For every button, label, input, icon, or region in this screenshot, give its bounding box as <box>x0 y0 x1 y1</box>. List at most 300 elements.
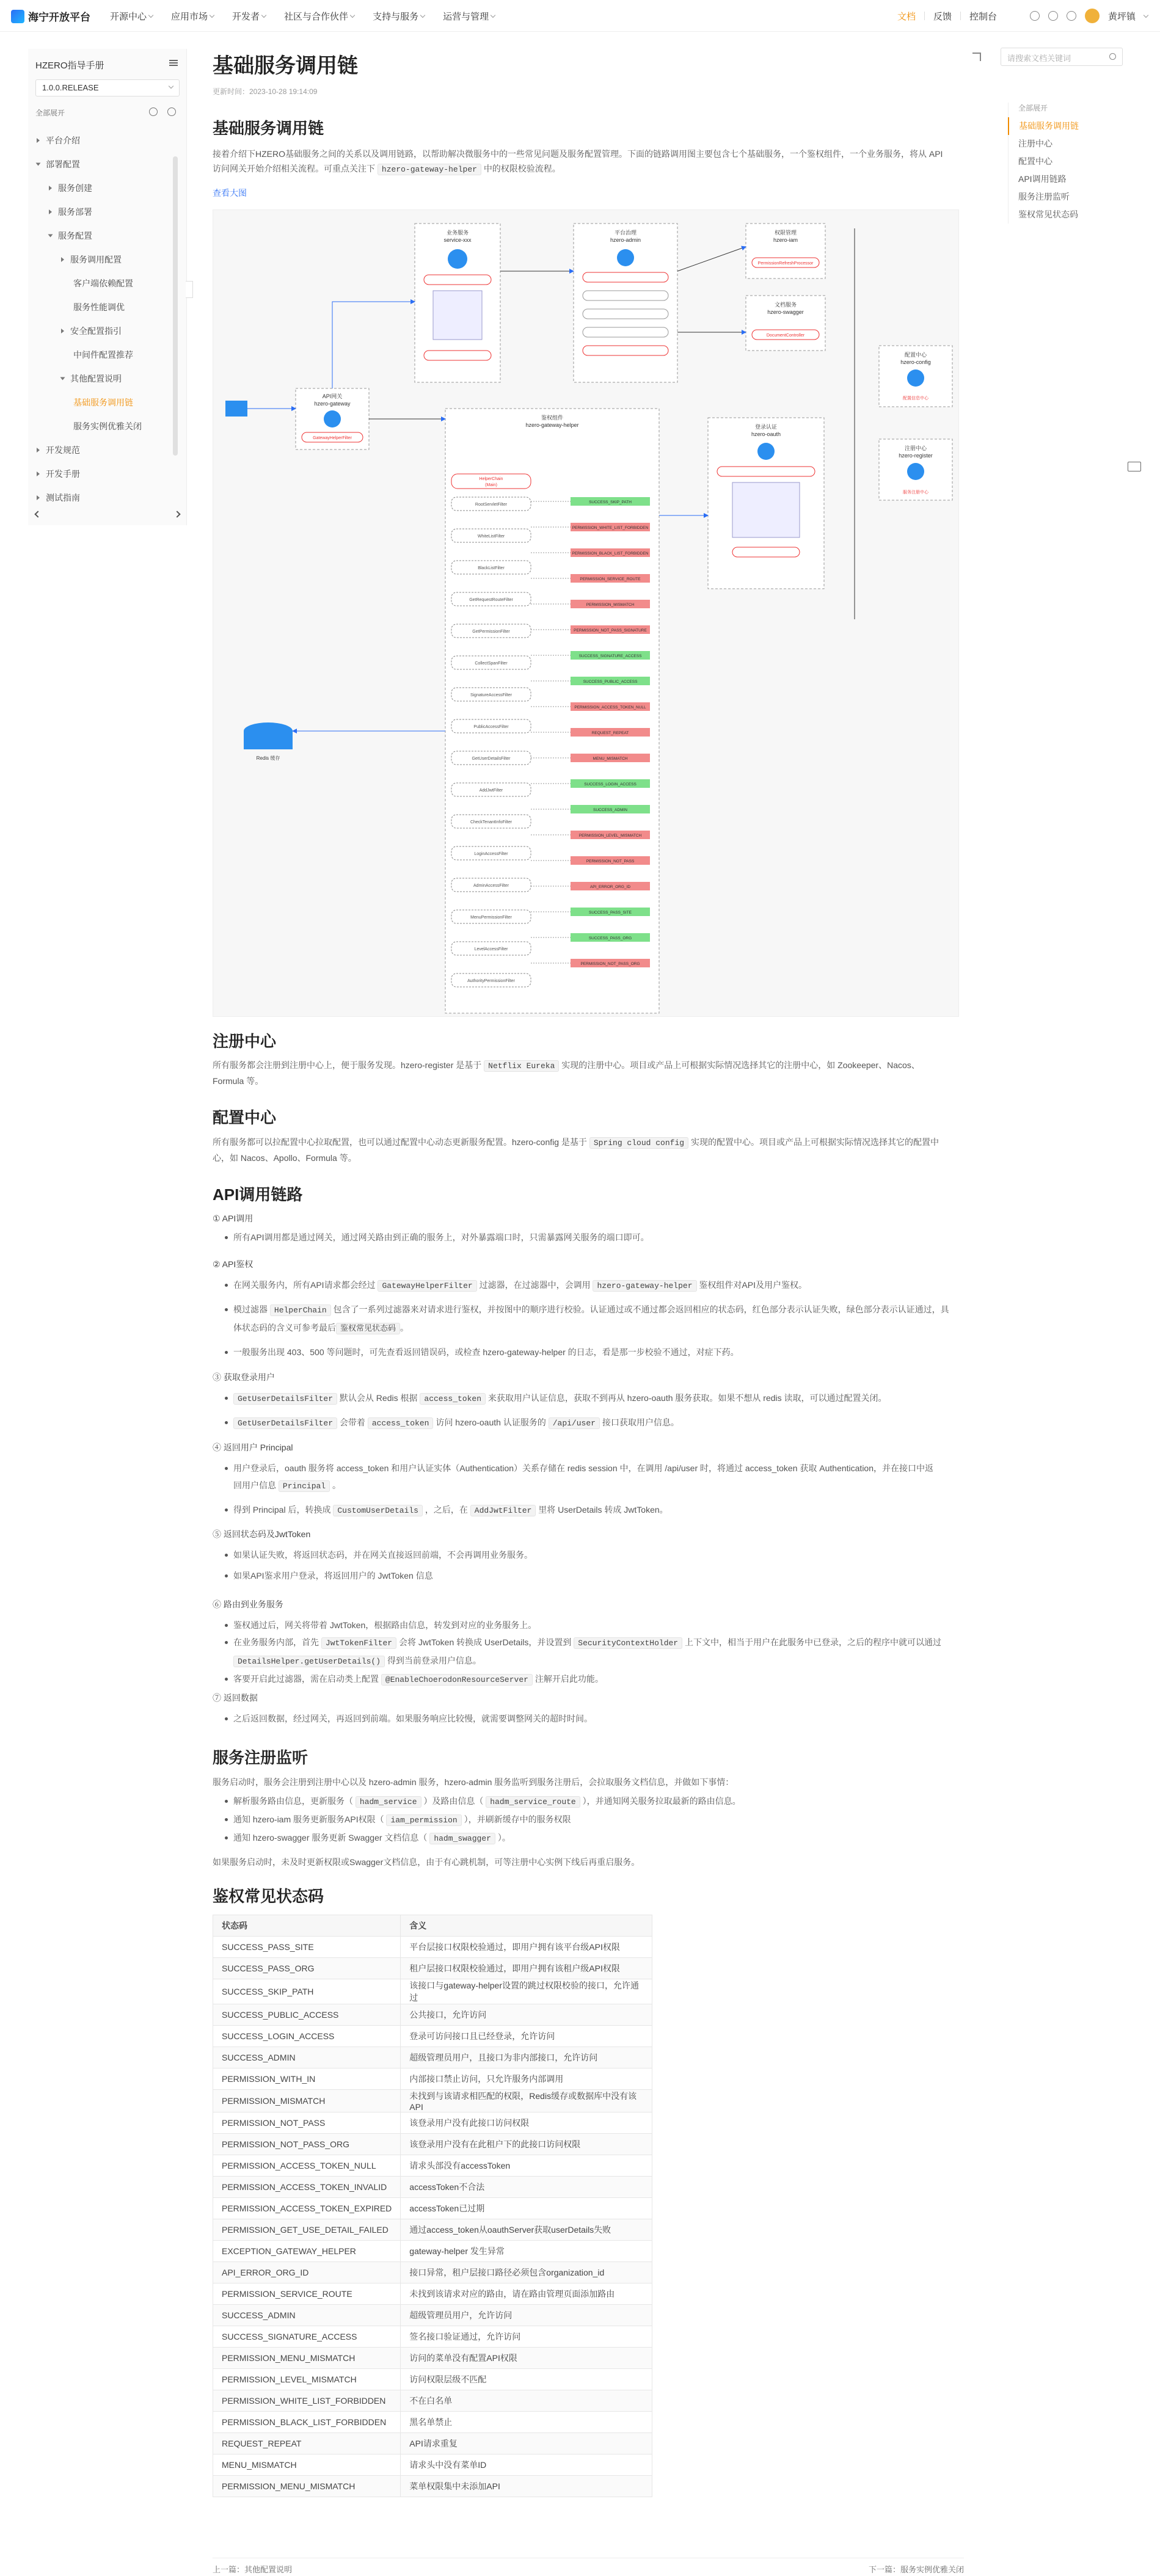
sidebar-item[interactable] <box>28 486 186 509</box>
sidebar-item[interactable] <box>28 200 186 224</box>
helper-head-sub: (Main) <box>485 483 497 487</box>
config-tag: 配置信息中心 <box>903 396 928 401</box>
caret-icon[interactable] <box>49 209 52 214</box>
collapse-all-button[interactable] <box>35 107 65 118</box>
table-row <box>213 2433 652 2454</box>
config-paragraph <box>213 1135 958 1165</box>
list-item: 一般服务出现 403、500 等问题时，可先查看返回错误码，或检查 hzero-gateway-helper 的日志，看是那一步校验不通过，对症下药。 <box>225 1344 958 1361</box>
text: ），并通知网关服务拉取最新的路由信息。 <box>582 1796 741 1806</box>
status-code-cell: SUCCESS_SIGNATURE_ACCESS <box>213 2326 401 2348</box>
status-code-label: SUCCESS_ADMIN <box>593 808 627 812</box>
list-item: 所有API调用都是通过网关，通过网关路由到正确的服务上，对外暴露端口时，只需暴露网关服务的端口即可。 <box>225 1229 958 1246</box>
call-chain-diagram[interactable] <box>213 209 959 1017</box>
gateway-title: API网关 <box>322 393 343 399</box>
text: 上下文中，相当于用户在此服务中已登录，之后的程序中就可以通过 <box>685 1637 941 1647</box>
caret-icon[interactable] <box>37 471 40 476</box>
filter-label: GetPermissionFilter <box>472 630 510 634</box>
text: 鉴权组件对API及用户鉴权。 <box>699 1280 807 1290</box>
text: 体状态码的含义可参考最后 <box>233 1323 336 1333</box>
updated-time: 更新时间：2023-10-28 19:14:09 <box>213 87 318 96</box>
chevron-down-icon <box>350 12 355 17</box>
main-content <box>213 49 964 2574</box>
api-step-2-list <box>225 1276 958 1361</box>
meaning-cell: gateway-helper 发生异常 <box>401 2241 652 2262</box>
meaning-cell: 通过access_token从oauthServer获取userDetails失败 <box>401 2219 652 2241</box>
config-title: 配置中心 <box>904 352 927 358</box>
nav-label: 开源中心 <box>110 11 147 22</box>
locate-icon[interactable] <box>149 107 158 116</box>
filter-label: LoginAccessFilter <box>474 852 508 856</box>
chain-paragraph-1: 接着介绍下HZERO基础服务之间的关系以及调用链路，以帮助解决微服务中的一些常见问题及服务配置管理。下面的链路调用图主要包含七个基础服务，一个鉴权组件，一个业务服务，将从 API <box>213 149 943 159</box>
console-link[interactable]: 控制台 <box>969 11 997 22</box>
filter-label: WhiteListFilter <box>477 534 505 539</box>
next-page-link[interactable]: 下一篇：服务实例优雅关闭 <box>868 2565 964 2574</box>
gear-icon <box>617 249 634 266</box>
docs-link[interactable]: 文档 <box>897 11 916 22</box>
status-code-label: SUCCESS_SIGNATURE_ACCESS <box>578 654 642 658</box>
table-row <box>213 2305 652 2326</box>
table-row <box>213 2476 652 2497</box>
table-row <box>213 2326 652 2348</box>
table-row <box>213 2026 652 2047</box>
status-code-label: SUCCESS_PASS_ORG <box>588 936 632 941</box>
text: 在网关服务内，所有API请求都会经过 <box>233 1280 376 1290</box>
api-step-5-list <box>225 1546 958 1584</box>
text: 通知 hzero-iam 服务更新服务API权限（ <box>233 1814 384 1824</box>
toc-item[interactable]: 配置中心 <box>1018 156 1052 166</box>
caret-icon[interactable] <box>61 329 64 333</box>
status-code-cell: PERMISSION_WHITE_LIST_FORBIDDEN <box>213 2390 401 2412</box>
biz-title: 业务服务 <box>446 230 469 236</box>
text: 所有服务都可以拉配置中心拉取配置，也可以通过配置中心动态更新服务配置。hzero-config 是基于 <box>213 1137 587 1147</box>
nav-right <box>897 0 1148 32</box>
status-code-cell: PERMISSION_MISMATCH <box>213 2090 401 2112</box>
nav-item-open-source[interactable] <box>110 10 153 23</box>
api-step-4-list <box>225 1460 958 1519</box>
chevron-down-icon[interactable] <box>1144 12 1148 17</box>
sidebar-item-label: 开发规范 <box>46 445 80 455</box>
status-code-label: MENU_MISMATCH <box>593 757 628 761</box>
expand-icon[interactable] <box>972 53 981 61</box>
gear-icon <box>324 410 341 428</box>
helper-head: HelperChain <box>479 477 503 481</box>
monitor-intro: 服务启动时，服务会注册到注册中心以及 hzero-admin 服务，hzero-admin 服务监听到服务注册后，会拉取服务文档信息，并做如下事情： <box>213 1777 734 1787</box>
feedback-link[interactable]: 反馈 <box>933 11 952 22</box>
arrow <box>332 302 415 388</box>
table-row <box>213 1979 652 2004</box>
filter-label: GetUserDetailsFilter <box>472 757 511 761</box>
list-item: 如果API鉴求用户登录，将返回用户的 JwtToken 信息 <box>225 1567 958 1584</box>
meaning-cell: 访问权限层级不匹配 <box>401 2369 652 2390</box>
table-row <box>213 2134 652 2155</box>
register-title: 注册中心 <box>904 445 927 451</box>
list-item <box>225 1829 958 1847</box>
sidebar-item-label: 客户端依赖配置 <box>73 278 133 288</box>
table-row <box>213 2283 652 2305</box>
text: 心，如 Nacos、Apollo、Formula 等。 <box>213 1153 357 1163</box>
admin-box <box>574 224 677 382</box>
meaning-cell: 登录可访问接口且已经登录，允许访问 <box>401 2026 652 2047</box>
sidebar-title: HZERO指导手册 <box>35 60 104 71</box>
text: ）及路由信息（ <box>423 1796 484 1806</box>
table-row <box>213 2177 652 2198</box>
toc-expand-all[interactable]: 全部展开 <box>1018 104 1048 112</box>
text: 所有服务都会注册到注册中心上，便于服务发现。hzero-register 是基于 <box>213 1060 482 1070</box>
nav-item-ops[interactable] <box>443 10 495 23</box>
nav-label: 开发者 <box>232 11 260 22</box>
status-code-cell: REQUEST_REPEAT <box>213 2433 401 2454</box>
sidebar-item[interactable] <box>28 295 186 319</box>
nav-item-support[interactable] <box>373 10 425 23</box>
api-step-6-list <box>225 1617 958 1689</box>
swagger-name: hzero-swagger <box>767 309 804 315</box>
sidebar-hscroll <box>35 511 180 520</box>
logo-text: 海宁开放平台 <box>28 12 90 23</box>
api-step-2: ② API鉴权 <box>213 1259 254 1269</box>
nav-item-community[interactable] <box>284 10 354 23</box>
diagram-svg <box>213 210 960 1017</box>
sidebar-item[interactable] <box>28 366 186 390</box>
sidebar-item[interactable] <box>28 390 186 414</box>
status-code-cell: SUCCESS_ADMIN <box>213 2305 401 2326</box>
text: 。 <box>400 1323 409 1333</box>
gear-icon <box>448 249 467 269</box>
table-row <box>213 2219 652 2241</box>
monitor-list <box>225 1792 958 1847</box>
status-code-cell: API_ERROR_ORG_ID <box>213 2262 401 2283</box>
meaning-cell: 菜单权限集中未添加API <box>401 2476 652 2497</box>
text: 会将 JwtToken 转换成 UserDetails，并设置到 <box>399 1637 572 1647</box>
version-label: 1.0.0.RELEASE <box>42 83 99 92</box>
search-icon[interactable] <box>1109 53 1116 60</box>
table-row <box>213 2412 652 2433</box>
list-item <box>225 1301 958 1337</box>
globe-icon[interactable] <box>1048 11 1058 21</box>
caret-icon[interactable] <box>36 162 41 166</box>
sidebar-item[interactable] <box>28 462 186 486</box>
logo[interactable] <box>11 9 90 24</box>
text: 来获取用户认证信息，获取不到再从 hzero-oauth 服务获取。如果不想从 redis 读取，可以通过配置关闭。 <box>487 1393 887 1403</box>
chevron-down-icon <box>148 12 153 17</box>
list-item: 如果认证失败，将返回状态码，并在网关直接返回前端，不会再调用业务服务。 <box>225 1546 958 1563</box>
api-step-3: ③ 获取登录用户 <box>213 1372 275 1382</box>
status-code-label: PERMISSION_SERVICE_ROUTE <box>580 577 641 581</box>
text: ）。 <box>497 1833 511 1843</box>
iam-name: hzero-iam <box>773 237 798 243</box>
text: 客要开启此过滤器，需在启动类上配置 <box>233 1674 379 1684</box>
toc-item[interactable]: 注册中心 <box>1018 139 1052 148</box>
helper-title: 鉴权组件 <box>541 415 564 421</box>
text: 模过滤器 <box>233 1304 268 1314</box>
filter-box <box>424 351 491 360</box>
sidebar-item-label: 其他配置说明 <box>70 373 122 384</box>
sidebar-item-label: 服务部署 <box>58 206 92 217</box>
table-row <box>213 1937 652 1958</box>
filter-label: AdminAccessFilter <box>473 884 509 888</box>
caret-icon[interactable] <box>37 138 40 143</box>
code: SecurityContextHolder <box>574 1637 682 1649</box>
sidebar-tools <box>35 106 180 120</box>
filter-box <box>424 275 491 285</box>
status-code-label: API_ERROR_ORG_ID <box>589 885 631 889</box>
text: 包含了一系列过滤器来对请求进行鉴权，并按图中的顺序进行校验。认证通过或不通过都会返回相应的状态码，红色部分表示认证失败，绿色部分表示认证通过，具 <box>333 1304 949 1314</box>
list-item: 之后返回数据，经过网关，再返回到前端。如果服务响应比较慢，就需要调整网关的超时时间。 <box>225 1710 958 1727</box>
text: 用户登录后，oauth 服务将 access_token 和用户认证实体（Authentication）关系存储在 redis session 中，在调用 /api/user 时，将通过 access_token 获取 Authentication，并在接口中返 <box>233 1463 934 1473</box>
sidebar-item-label: 服务调用配置 <box>70 254 122 264</box>
table-row <box>213 2262 652 2283</box>
status-code-cell: PERMISSION_MENU_MISMATCH <box>213 2476 401 2497</box>
chevron-down-icon <box>420 12 425 17</box>
nav-label: 社区与合作伙伴 <box>284 11 349 22</box>
status-code-cell: SUCCESS_ADMIN <box>213 2047 401 2068</box>
api-step-1-list <box>225 1229 958 1246</box>
table-header: 状态码 <box>213 1915 401 1937</box>
sidebar-item[interactable] <box>28 152 186 176</box>
arrow <box>677 247 746 271</box>
section-title-registry: 注册中心 <box>213 1032 277 1050</box>
caret-icon[interactable] <box>60 377 65 380</box>
status-code-cell: SUCCESS_PUBLIC_ACCESS <box>213 2004 401 2026</box>
sidebar-item-label: 安全配置指引 <box>70 326 122 336</box>
sidebar-item-label: 基础服务调用链 <box>73 397 133 407</box>
status-code-label: PERMISSION_BLACK_LIST_FORBIDDEN <box>572 551 649 556</box>
table-header-row <box>213 1915 652 1937</box>
menu-icon[interactable] <box>169 60 178 66</box>
list-item <box>225 1811 958 1829</box>
filter-label: LevelAccessFilter <box>474 947 508 951</box>
filter-group <box>732 482 800 537</box>
meaning-cell: accessToken不合法 <box>401 2177 652 2198</box>
code: JwtTokenFilter <box>321 1637 396 1649</box>
status-code-label: PERMISSION_ACCESS_TOKEN_NULL <box>574 705 646 710</box>
list-item <box>225 1414 958 1432</box>
sidebar-item-label: 中间件配置推荐 <box>73 349 133 360</box>
code: hzero-gateway-helper <box>593 1280 696 1292</box>
iam-filter: PermissionRefreshProcessor <box>757 261 814 266</box>
text: 会带着 <box>339 1417 365 1427</box>
text: 解析服务路由信息，更新服务（ <box>233 1796 353 1806</box>
meaning-cell: 未找到该请求对应的路由，请在路由管理页面添加路由 <box>401 2283 652 2305</box>
admin-title: 平台治理 <box>614 230 637 236</box>
table-row <box>213 2454 652 2476</box>
chevron-down-icon <box>169 84 173 89</box>
filter-box <box>717 467 815 476</box>
table-row <box>213 2369 652 2390</box>
status-code-label: PERMISSION_NOT_PASS <box>586 859 635 864</box>
oauth-title: 登录认证 <box>754 424 778 430</box>
code: Principal <box>279 1480 330 1492</box>
sidebar-item[interactable] <box>28 271 186 295</box>
code: @EnableChoerodonResourceServer <box>381 1674 533 1686</box>
table-row <box>213 2348 652 2369</box>
text: 访问网关开始介绍相关流程。可重点关注下 <box>213 164 375 173</box>
text: 通知 hzero-swagger 服务更新 Swagger 文档信息（ <box>233 1833 428 1843</box>
status-code-cell: PERMISSION_NOT_PASS_ORG <box>213 2134 401 2155</box>
chat-icon[interactable] <box>1128 462 1141 471</box>
search-icon[interactable] <box>1030 11 1040 21</box>
sidebar-item-label: 服务创建 <box>58 183 92 193</box>
sidebar-item[interactable] <box>28 438 186 462</box>
status-code-cell: PERMISSION_SERVICE_ROUTE <box>213 2283 401 2305</box>
sidebar-item-label: 开发手册 <box>46 468 80 479</box>
list-item <box>225 1792 958 1811</box>
nav-label: 支持与服务 <box>373 11 419 22</box>
toc-item[interactable]: 鉴权常见状态码 <box>1018 209 1078 219</box>
chain-paragraph-2 <box>213 161 958 177</box>
code: AddJwtFilter <box>470 1505 536 1516</box>
chevron-right-icon[interactable] <box>173 511 180 517</box>
settings-icon[interactable] <box>167 107 176 116</box>
text: 访问 hzero-oauth 认证服务的 <box>436 1417 546 1427</box>
status-code-cell: EXCEPTION_GATEWAY_HELPER <box>213 2241 401 2262</box>
bell-icon[interactable] <box>1067 11 1076 21</box>
sidebar-item[interactable] <box>28 414 186 438</box>
swagger-ctrl: DocumentController <box>766 333 805 338</box>
sidebar-item-label: 平台介绍 <box>46 135 80 145</box>
sidebar-toggle-button[interactable] <box>186 281 193 298</box>
filter-box <box>583 272 668 282</box>
table-row <box>213 2198 652 2219</box>
code: 鉴权常见状态码 <box>336 1323 400 1334</box>
nav-item-market[interactable] <box>171 10 214 23</box>
sidebar-item[interactable] <box>28 176 186 200</box>
filter-label: AddJwtFilter <box>479 788 503 793</box>
list-item: 鉴权通过后，网关将带着 JwtToken，根据路由信息，转发到对应的业务服务上。 <box>225 1617 958 1634</box>
sidebar-item[interactable] <box>28 224 186 247</box>
toc-item[interactable]: 基础服务调用链 <box>1008 117 1130 135</box>
caret-icon[interactable] <box>61 257 64 262</box>
chevron-left-icon[interactable] <box>34 511 41 517</box>
gear-icon <box>757 443 775 460</box>
scrollbar[interactable] <box>173 156 178 456</box>
divider <box>960 12 961 20</box>
section-title-monitor: 服务注册监听 <box>213 1748 308 1767</box>
top-nav <box>0 0 1160 32</box>
toc-item[interactable]: API调用链路 <box>1018 174 1067 184</box>
sidebar-item-label: 测试指南 <box>46 492 80 503</box>
status-code-label: PERMISSION_NOT_PASS_ORG <box>580 962 640 966</box>
search-placeholder: 请搜索文档关键词 <box>1007 54 1071 63</box>
table-row <box>213 2390 652 2412</box>
code: hadm_swagger <box>429 1833 495 1844</box>
footer-nav <box>213 2558 964 2576</box>
meaning-cell: 签名接口验证通过，允许访问 <box>401 2326 652 2348</box>
swagger-title: 文档服务 <box>774 302 797 308</box>
caret-icon[interactable] <box>37 448 40 453</box>
filter-box <box>583 291 668 300</box>
prev-page-link[interactable]: 上一篇：其他配置说明 <box>213 2565 293 2574</box>
caret-icon[interactable] <box>48 234 53 237</box>
status-code-cell: PERMISSION_LEVEL_MISMATCH <box>213 2369 401 2390</box>
meaning-cell: 接口异常，租户层接口路径必须包含organization_id <box>401 2262 652 2283</box>
gear-icon <box>907 463 924 480</box>
register-tag: 服务注册中心 <box>903 490 928 495</box>
code: GetUserDetailsFilter <box>233 1393 337 1405</box>
code: access_token <box>368 1417 434 1429</box>
status-code-label: PERMISSION_LEVEL_MISMATCH <box>578 834 642 838</box>
section-title-codes: 鉴权常见状态码 <box>213 1887 324 1905</box>
text: 得到当前登录用户信息。 <box>387 1656 481 1665</box>
divider <box>924 12 925 20</box>
list-item <box>225 1634 958 1670</box>
code: HelperChain <box>270 1304 331 1316</box>
avatar[interactable] <box>1085 9 1100 23</box>
meaning-cell: 该接口与gateway-helper设置的跳过权限校验的接口，允许通过 <box>401 1979 652 2004</box>
code: DetailsHelper.getUserDetails() <box>233 1656 385 1667</box>
meaning-cell: 不在白名单 <box>401 2390 652 2412</box>
filter-label: PublicAccessFilter <box>473 725 509 729</box>
view-big-image-link[interactable]: 查看大图 <box>213 188 247 198</box>
filter-label: CheckTenantInfoFilter <box>470 820 513 824</box>
text: 实现的配置中心。项目或产品上可根据实际情况选择其它的配置中 <box>690 1137 939 1147</box>
caret-icon[interactable] <box>37 495 40 500</box>
chevron-down-icon <box>210 12 214 17</box>
status-code-cell: PERMISSION_GET_USE_DETAIL_FAILED <box>213 2219 401 2241</box>
sidebar-item[interactable] <box>28 343 186 366</box>
list-item <box>225 1276 958 1295</box>
sidebar-list <box>28 128 186 509</box>
monitor-icon <box>225 401 247 417</box>
section-title-config: 配置中心 <box>213 1108 277 1127</box>
code: /api/user <box>549 1417 600 1429</box>
sidebar-item[interactable] <box>28 128 186 152</box>
table-header: 含义 <box>401 1915 652 1937</box>
toc-item[interactable]: 服务注册监听 <box>1018 192 1070 202</box>
caret-icon[interactable] <box>49 186 52 191</box>
list-item <box>225 1501 958 1519</box>
version-select[interactable] <box>35 79 180 96</box>
meaning-cell: 超级管理员用户，允许访问 <box>401 2305 652 2326</box>
code: hadm_service <box>356 1796 421 1808</box>
nav-label: 运营与管理 <box>443 11 489 22</box>
sidebar-item-label: 服务实例优雅关闭 <box>73 421 142 431</box>
meaning-cell: 平台层接口权限校验通过，即用户拥有该平台级API权限 <box>401 1937 652 1958</box>
page-title: 基础服务调用链 <box>213 54 358 78</box>
status-code-cell: PERMISSION_BLACK_LIST_FORBIDDEN <box>213 2412 401 2433</box>
sidebar-item[interactable] <box>28 247 186 271</box>
filter-box <box>583 309 668 319</box>
list-item <box>225 1460 958 1495</box>
helper-name: hzero-gateway-helper <box>525 422 579 428</box>
chevron-down-icon <box>491 12 495 17</box>
username[interactable]: 黄坪镇 <box>1107 11 1136 22</box>
database-icon-body <box>244 731 293 749</box>
api-step-4: ④ 返回用户 Principal <box>213 1443 293 1452</box>
admin-name: hzero-admin <box>610 237 641 243</box>
code: Spring cloud config <box>589 1137 688 1149</box>
api-step-7: ⑦ 返回数据 <box>213 1693 258 1703</box>
status-code-label: SUCCESS_SKIP_PATH <box>589 500 632 504</box>
text: 过滤器，在过滤器中，会调用 <box>479 1280 591 1290</box>
meaning-cell: 未找到与该请求相匹配的权限，Redis缓存或数据库中没有该API <box>401 2090 652 2112</box>
filter-label: BlackListFilter <box>478 566 505 570</box>
status-code-label: PERMISSION_WHITE_LIST_FORBIDDEN <box>572 526 649 530</box>
table-row <box>213 2068 652 2090</box>
text: 实现的注册中心。项目或产品上可根据实际情况选择其它的注册中心，如 Zookeeper、Nacos、 <box>561 1060 920 1070</box>
code: hzero-gateway-helper <box>378 164 481 175</box>
meaning-cell: 黑名单禁止 <box>401 2412 652 2433</box>
table-row <box>213 2241 652 2262</box>
sidebar-item-label: 部署配置 <box>46 159 80 169</box>
search-input[interactable] <box>1001 48 1123 66</box>
nav-menu <box>110 0 495 32</box>
code: Netflix Eureka <box>484 1060 559 1072</box>
sidebar-item[interactable] <box>28 319 186 343</box>
table-row <box>213 1958 652 1979</box>
nav-item-developer[interactable] <box>232 10 266 23</box>
text: 得到 Principal 后，转换成 <box>233 1505 331 1515</box>
status-code-cell: PERMISSION_WITH_IN <box>213 2068 401 2090</box>
